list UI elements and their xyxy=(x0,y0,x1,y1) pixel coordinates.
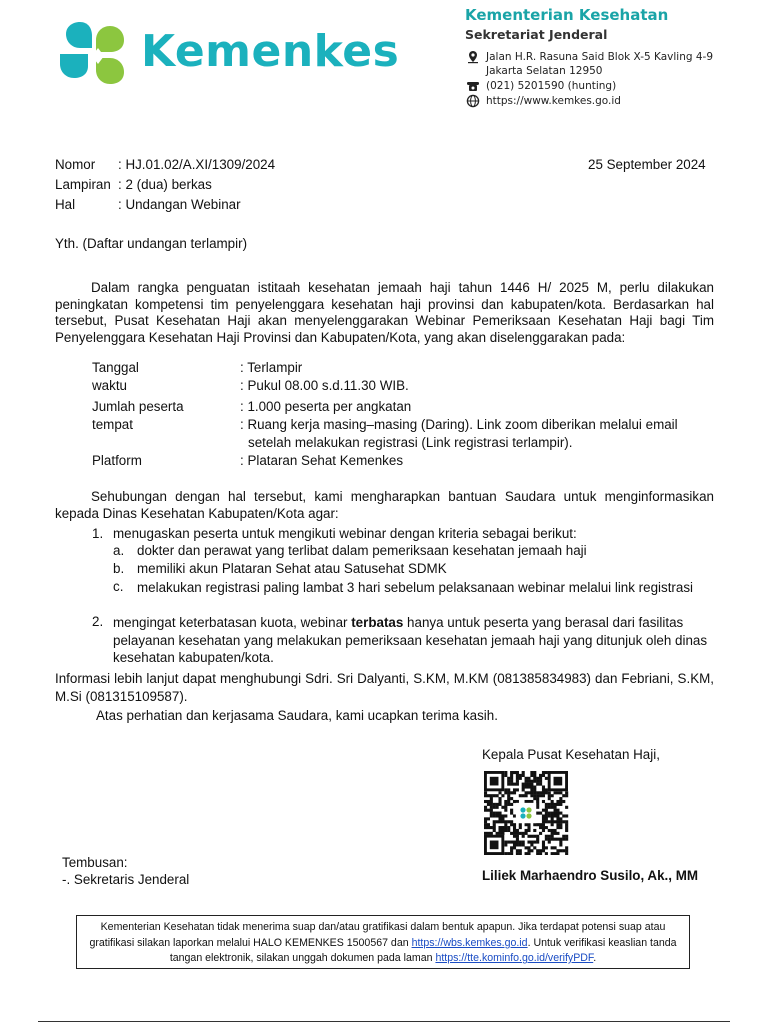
secretariat-name: Sekretariat Jenderal xyxy=(465,27,608,42)
sub-item-a: dokter dan perawat yang terlibat dalam pemeriksaan kesehatan jemaah haji xyxy=(137,543,587,558)
detail-label-tempat: tempat xyxy=(92,417,133,432)
detail-value-waktu: : Pukul 08.00 s.d.11.30 WIB. xyxy=(240,378,409,393)
cc-item: -. Sekretaris Jenderal xyxy=(62,872,190,887)
wbs-link[interactable]: https://wbs.kemkes.go.id xyxy=(411,936,528,949)
cc-label: Tembusan: xyxy=(62,855,128,870)
closing-line: Atas perhatian dan kerjasama Saudara, kami ucapkan terima kasih. xyxy=(96,708,498,723)
phone-row xyxy=(466,79,616,93)
list-number-2: 2. xyxy=(92,614,104,629)
logo-wordmark: Kemenkes xyxy=(141,26,400,77)
kemenkes-logo-icon xyxy=(58,18,128,86)
location-pin-icon xyxy=(466,50,480,64)
signer-title: Kepala Pusat Kesehatan Haji, xyxy=(482,747,660,762)
lampiran-value: : 2 (dua) berkas xyxy=(118,177,212,192)
hal-label: Hal xyxy=(55,197,76,212)
list-item-2-post: hanya untuk peserta yang berasal dari fasilitas pelayanan kesehatan yang melakukan pemeriksaan kesehatan jemaah haji yang ditunjuk oleh dinas kesehatan kabupaten/kota. xyxy=(113,615,708,665)
hal-value: : Undangan Webinar xyxy=(118,197,241,212)
address-block xyxy=(466,50,713,78)
detail-value-platform: : Plataran Sehat Kemenkes xyxy=(240,453,404,468)
list-item-2 xyxy=(113,614,714,667)
footer-text-2: . Untuk verifikasi keaslian tanda tangan elektronik, silakan unggah dokumen pada laman xyxy=(169,936,677,964)
sub-mark-b: b. xyxy=(113,561,125,576)
detail-value-tempat-cont: setelah melakukan registrasi (Link registrasi terlampir). xyxy=(248,435,573,450)
verify-pdf-link[interactable]: https://tte.kominfo.go.id/verifyPDF xyxy=(435,952,594,964)
detail-label-waktu: waktu xyxy=(92,378,127,393)
phone-icon xyxy=(466,79,480,93)
globe-icon xyxy=(466,94,480,108)
intro-paragraph: Dalam rangka penguatan istitaah kesehatan jemaah haji tahun 1446 H/ 2025 M, perlu dilakukan peningkatan kompetensi tim penyelenggara kesehatan haji provinsi dan kabupaten/kota. Berdasarkan hal tersebut, Pusat Kesehatan Haji akan menyelenggarakan Webinar Pemeriksaan Kesehatan Haji bagi Tim Penyelenggara Kesehatan Haji Provinsi dan Kabupaten/Kota, yang akan diselenggarakan pada: xyxy=(55,280,714,345)
list-item-2-bold: terbatas xyxy=(351,615,404,630)
footer-text-1: Kementerian Kesehatan tidak menerima suap dan/atau gratifikasi dalam bentuk apapun. Jika terdapat potensi suap atau gratifikasi silakan laporkan melalui HALO KEMENKES 1500567 dan xyxy=(89,921,666,949)
list-item-1: menugaskan peserta untuk mengikuti webinar dengan kriteria sebagai berikut: xyxy=(113,526,577,541)
addressee: Yth. (Daftar undangan terlampir) xyxy=(55,236,248,251)
sub-mark-c: c. xyxy=(113,579,124,594)
detail-label-platform: Platform xyxy=(92,453,142,468)
lampiran-label: Lampiran xyxy=(55,177,111,192)
website-row xyxy=(466,94,621,108)
detail-label-peserta: Jumlah peserta xyxy=(92,399,184,414)
address-line-2: Jakarta Selatan 12950 xyxy=(486,65,603,77)
website-url[interactable]: https://www.kemkes.go.id xyxy=(486,95,621,107)
footer-text-3: . xyxy=(593,952,597,964)
qr-code-icon[interactable] xyxy=(482,771,570,855)
bottom-rule xyxy=(38,1021,730,1022)
detail-label-tanggal: Tanggal xyxy=(92,360,139,375)
contact-paragraph: Informasi lebih lanjut dapat menghubungi Sdri. Sri Dalyanti, S.KM, M.KM (081385834983) dan Febriani, S.KM, M.Si (081315109587). xyxy=(55,671,714,704)
detail-value-tanggal: : Terlampir xyxy=(240,360,303,375)
ministry-name: Kementerian Kesehatan xyxy=(465,6,669,24)
nomor-label: Nomor xyxy=(55,157,96,172)
address-line-1: Jalan H.R. Rasuna Said Blok X-5 Kavling 4-9 xyxy=(486,51,714,63)
sub-item-c: melakukan registrasi paling lambat 3 hari sebelum pelaksanaan webinar melalui link registrasi xyxy=(137,580,693,595)
phone-number: (021) 5201590 (hunting) xyxy=(486,80,617,92)
sub-item-b: memiliki akun Plataran Sehat atau Satusehat SDMK xyxy=(137,561,447,576)
nomor-value: : HJ.01.02/A.XI/1309/2024 xyxy=(118,157,276,172)
footer-notice xyxy=(76,915,690,969)
detail-value-tempat: : Ruang kerja masing–masing (Daring). Link zoom diberikan melalui email xyxy=(240,417,678,432)
sub-mark-a: a. xyxy=(113,543,125,558)
list-number-1: 1. xyxy=(92,526,104,541)
detail-value-peserta: : 1.000 peserta per angkatan xyxy=(240,399,412,414)
request-paragraph: Sehubungan dengan hal tersebut, kami mengharapkan bantuan Saudara untuk menginformasikan kepada Dinas Kesehatan Kabupaten/Kota agar: xyxy=(55,489,714,521)
list-item-2-pre: mengingat keterbatasan kuota, webinar xyxy=(113,615,352,630)
signer-name: Liliek Marhaendro Susilo, Ak., MM xyxy=(482,868,699,883)
letter-date: 25 September 2024 xyxy=(588,157,706,172)
